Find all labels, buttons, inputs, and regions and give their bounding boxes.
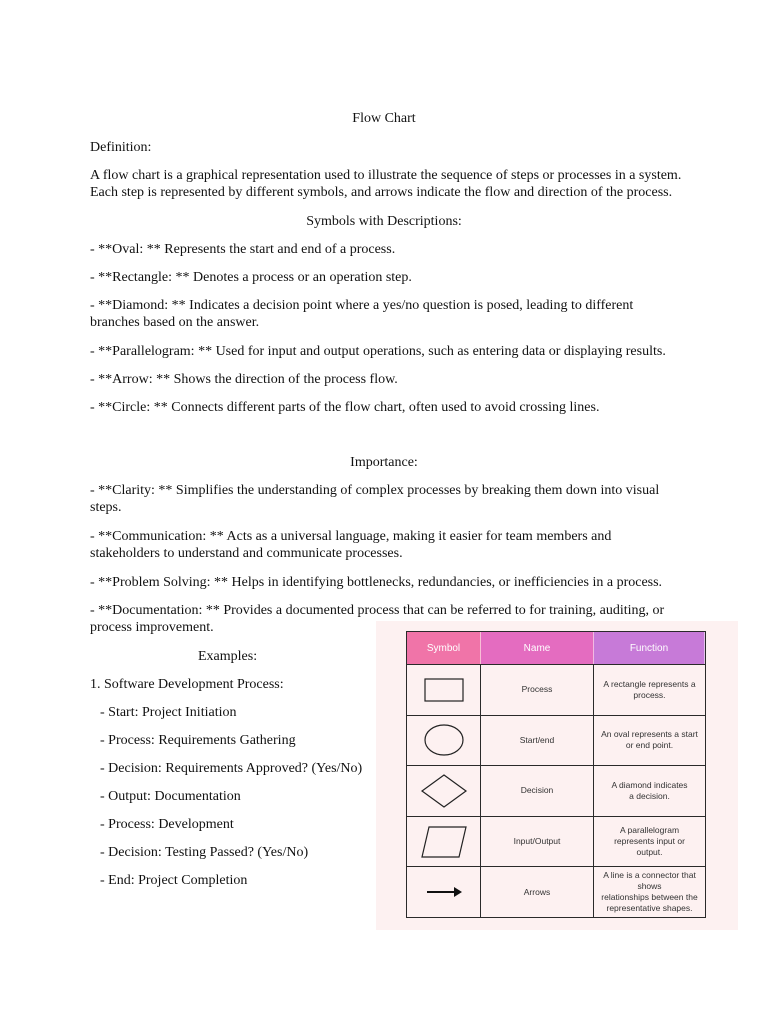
example-step: - End: Project Completion bbox=[100, 873, 248, 888]
symbols-heading: Symbols with Descriptions: bbox=[306, 214, 462, 229]
importance-item-clarity-cont: steps. bbox=[90, 500, 122, 515]
symbol-item-arrow: - **Arrow: ** Shows the direction of the process flow. bbox=[90, 372, 398, 387]
examples-heading: Examples: bbox=[198, 649, 258, 664]
table-header-function: Function bbox=[594, 632, 705, 664]
table-cell-name: Arrows bbox=[481, 866, 594, 917]
example-step: - Process: Development bbox=[100, 817, 234, 832]
diamond-symbol-icon bbox=[407, 765, 481, 816]
page-title: Flow Chart bbox=[352, 111, 416, 126]
symbol-item-circle: - **Circle: ** Connects different parts of the flow chart, often used to avoid crossing lines. bbox=[90, 400, 600, 415]
symbol-item-diamond-cont: branches based on the answer. bbox=[90, 315, 260, 330]
importance-item-documentation-cont: process improvement. bbox=[90, 620, 214, 635]
table-cell-function: A line is a connector that shows relationships between the representative shapes. bbox=[594, 866, 705, 917]
importance-item-clarity: - **Clarity: ** Simplifies the understanding of complex processes by breaking them down into visual bbox=[90, 483, 660, 498]
symbol-table bbox=[406, 631, 706, 918]
importance-item-problem-solving: - **Problem Solving: ** Helps in identifying bottlenecks, redundancies, or inefficiencies in a process. bbox=[90, 575, 663, 590]
table-cell-function: A diamond indicates a decision. bbox=[594, 765, 705, 816]
table-cell-function: A rectangle represents a process. bbox=[594, 664, 705, 715]
parallelogram-symbol-icon bbox=[407, 816, 481, 867]
table-cell-name: Decision bbox=[481, 765, 594, 816]
table-cell-name: Input/Output bbox=[481, 816, 594, 867]
importance-heading: Importance: bbox=[350, 455, 418, 470]
table-cell-function: An oval represents a start or end point. bbox=[594, 715, 705, 766]
definition-heading: Definition: bbox=[90, 140, 152, 155]
definition-text-line-1: A flow chart is a graphical representation used to illustrate the sequence of steps or processes in a system. bbox=[90, 168, 682, 183]
example-title: 1. Software Development Process: bbox=[90, 677, 284, 692]
example-step: - Decision: Requirements Approved? (Yes/No) bbox=[100, 761, 363, 776]
example-step: - Start: Project Initiation bbox=[100, 705, 237, 720]
example-step: - Process: Requirements Gathering bbox=[100, 733, 296, 748]
symbol-item-oval: - **Oval: ** Represents the start and end of a process. bbox=[90, 242, 396, 257]
oval-symbol-icon bbox=[407, 715, 481, 766]
definition-text-line-2: Each step is represented by different symbols, and arrows indicate the flow and direction of the process. bbox=[90, 185, 673, 200]
example-step: - Output: Documentation bbox=[100, 789, 241, 804]
symbol-item-diamond: - **Diamond: ** Indicates a decision point where a yes/no question is posed, leading to different bbox=[90, 298, 634, 313]
rectangle-symbol-icon bbox=[407, 664, 481, 715]
table-cell-name: Start/end bbox=[481, 715, 594, 766]
table-cell-function: A parallelogram represents input or output. bbox=[594, 816, 705, 867]
importance-item-communication: - **Communication: ** Acts as a universal language, making it easier for team members and bbox=[90, 529, 612, 544]
importance-item-documentation: - **Documentation: ** Provides a documented process that can be referred to for training, auditing, or bbox=[90, 603, 665, 618]
table-header-name: Name bbox=[481, 632, 594, 664]
table-header-symbol: Symbol bbox=[407, 632, 481, 664]
symbol-item-parallelogram: - **Parallelogram: ** Used for input and output operations, such as entering data or displaying results. bbox=[90, 344, 666, 359]
table-cell-name: Process bbox=[481, 664, 594, 715]
arrow-symbol-icon bbox=[407, 866, 481, 917]
symbol-item-rectangle: - **Rectangle: ** Denotes a process or an operation step. bbox=[90, 270, 412, 285]
importance-item-communication-cont: stakeholders to understand and communicate processes. bbox=[90, 546, 403, 561]
example-step: - Decision: Testing Passed? (Yes/No) bbox=[100, 845, 309, 860]
symbol-table-image bbox=[376, 621, 738, 930]
